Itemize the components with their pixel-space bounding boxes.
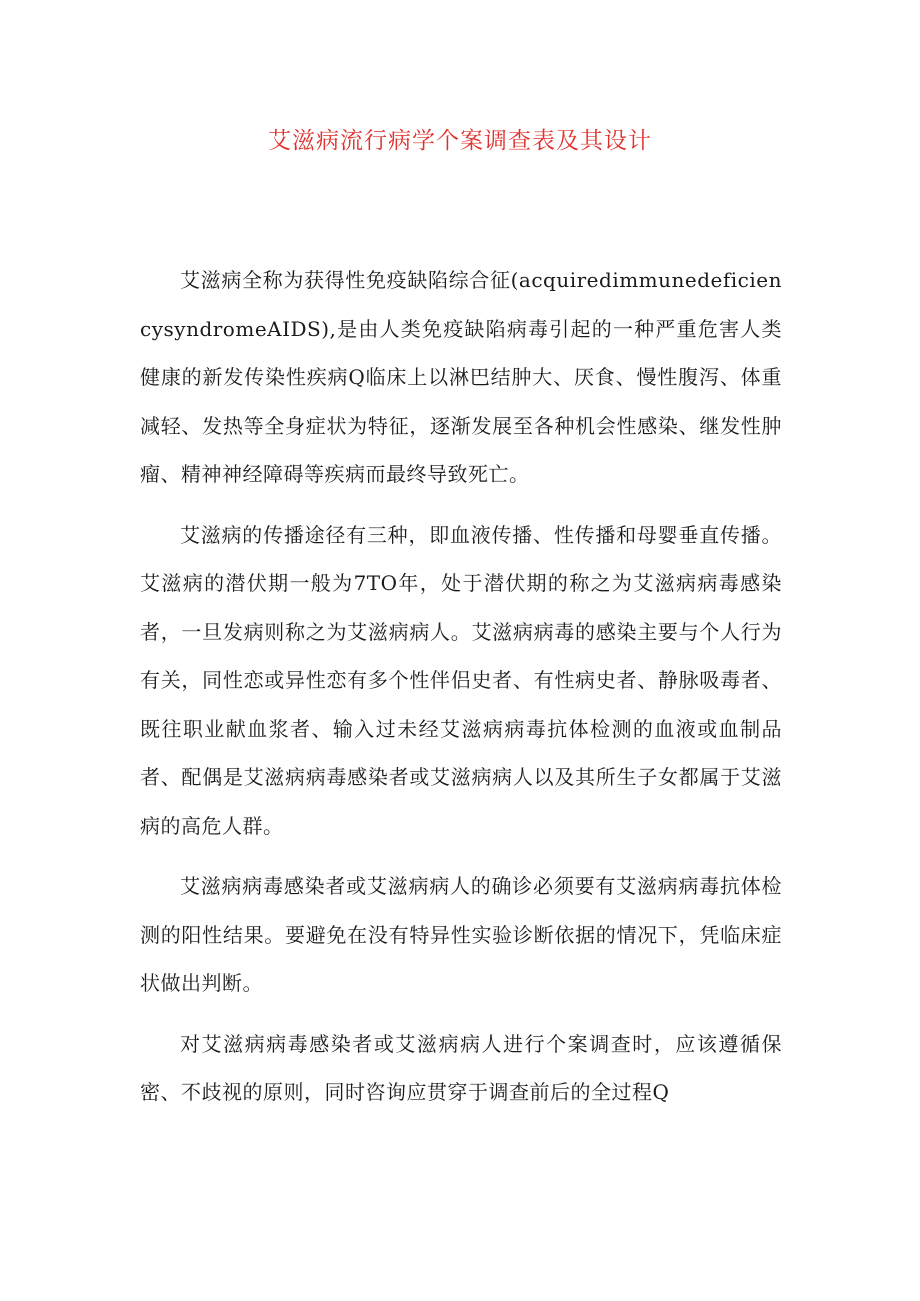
document-body [140, 256, 782, 1129]
paragraph-transmission: 艾滋病的传播途径有三种，即血液传播、性传播和母婴垂直传播。艾滋病的潜伏期一般为7TO年，处于潜伏期的称之为艾滋病病毒感染者，一旦发病则称之为艾滋病病人。艾滋病病毒的感染主要与个人行为有关，同性恋或异性恋有多个性伴侣史者、有性病史者、静脉吸毒者、既往职业献血浆者、输入过未经艾滋病病毒抗体检测的血液或血制品者、配偶是艾滋病病毒感染者或艾滋病病人以及其所生子女都属于艾滋病的高危人群。 [140, 522, 782, 838]
paragraph-aids-definition: 艾滋病全称为获得性免疫缺陷综合征(acquiredimmunedeficiencysyndromeAIDS),是由人类免疫缺陷病毒引起的一种严重危害人类健康的新发传染性疾病Q临床上以淋巴结肿大、厌食、慢性腹泻、体重减轻、发热等全身症状为特征，逐渐发展至各种机会性感染、继发性肿瘤、精神神经障碍等疾病而最终导致死亡。 [140, 268, 782, 486]
paragraph-diagnosis: 艾滋病病毒感染者或艾滋病病人的确诊必须要有艾滋病病毒抗体检测的阳性结果。要避免在没有特异性实验诊断依据的情况下，凭临床症状做出判断。 [140, 874, 782, 995]
paragraph-investigation-principles: 对艾滋病病毒感染者或艾滋病病人进行个案调查时，应该遵循保密、不歧视的原则，同时咨询应贯穿于调查前后的全过程Q [140, 1031, 782, 1104]
document-title: 艾滋病流行病学个案调查表及其设计 [268, 128, 652, 154]
